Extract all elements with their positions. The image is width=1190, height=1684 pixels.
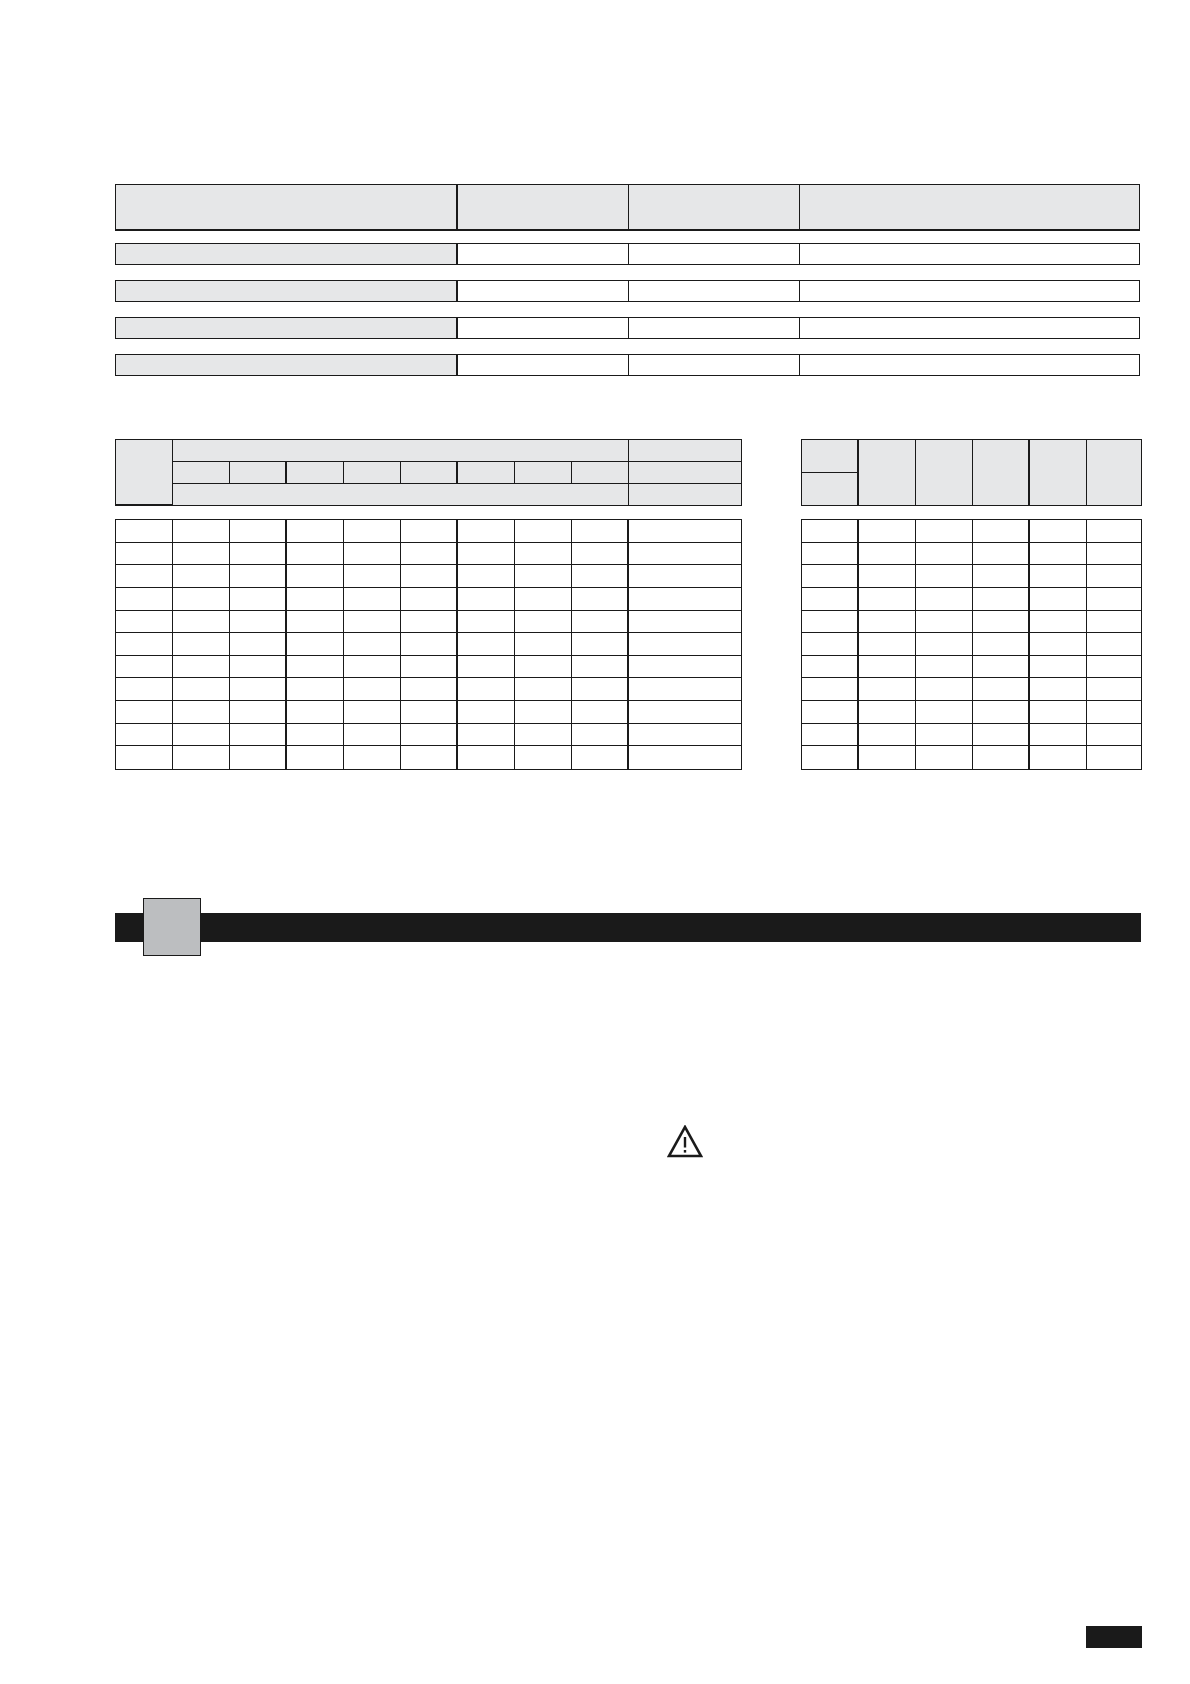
table-cell — [230, 678, 287, 701]
header-cell — [515, 462, 572, 484]
table-cell — [401, 611, 458, 634]
table-cell — [230, 701, 287, 724]
table-cell — [344, 543, 401, 566]
table-cell — [344, 724, 401, 747]
spec-table-header — [115, 184, 1140, 231]
table-cell — [629, 656, 741, 679]
table-cell — [916, 611, 973, 634]
table-cell — [572, 701, 629, 724]
spec-row-label — [116, 318, 458, 338]
table-cell — [1087, 543, 1141, 566]
table-cell — [401, 746, 458, 769]
table-cell — [344, 701, 401, 724]
table-cell — [344, 588, 401, 611]
table-cell — [401, 724, 458, 747]
table-cell — [973, 656, 1030, 679]
table-cell — [859, 678, 916, 701]
header-cell — [629, 440, 741, 462]
table-cell — [458, 565, 515, 588]
table-cell — [287, 701, 344, 724]
header-cell — [173, 484, 629, 505]
table-cell — [629, 678, 741, 701]
spec-header-cell — [800, 185, 1139, 229]
spec-header-cell — [458, 185, 629, 229]
table-cell — [515, 543, 572, 566]
table-cell — [1087, 633, 1141, 656]
warning-triangle-icon — [667, 1125, 703, 1158]
header-cell — [572, 462, 629, 484]
table-cell — [173, 701, 230, 724]
table-cell — [802, 678, 859, 701]
table-cell — [1030, 520, 1087, 543]
spec-table-row — [115, 243, 1140, 265]
table-cell — [344, 678, 401, 701]
table-cell — [1087, 611, 1141, 634]
table-cell — [458, 588, 515, 611]
spec-table-row — [115, 280, 1140, 302]
table-cell — [1030, 656, 1087, 679]
table-cell — [916, 565, 973, 588]
table-cell — [173, 656, 230, 679]
header-cell — [802, 440, 859, 473]
header-cell — [116, 440, 173, 505]
table-cell — [629, 633, 741, 656]
spec-header-cell — [629, 185, 800, 229]
table-cell — [916, 543, 973, 566]
table-cell — [287, 724, 344, 747]
table-cell — [344, 633, 401, 656]
table-cell — [287, 543, 344, 566]
table-cell — [629, 588, 741, 611]
table-cell — [458, 633, 515, 656]
header-cell — [173, 440, 629, 462]
table-cell — [859, 656, 916, 679]
table-cell — [173, 611, 230, 634]
table-cell — [1087, 520, 1141, 543]
table-cell — [802, 746, 859, 769]
table-cell — [572, 520, 629, 543]
header-cell — [287, 462, 344, 484]
table-cell — [859, 633, 916, 656]
table-cell — [230, 656, 287, 679]
table-cell — [116, 633, 173, 656]
table-cell — [401, 565, 458, 588]
table-cell — [1030, 588, 1087, 611]
table-cell — [916, 678, 973, 701]
spec-row-label — [116, 281, 458, 301]
header-cell — [230, 462, 287, 484]
table-cell — [1087, 724, 1141, 747]
spec-row-value — [458, 244, 629, 264]
spec-row-value — [629, 244, 800, 264]
table-cell — [458, 520, 515, 543]
table-cell — [230, 611, 287, 634]
table-cell — [458, 724, 515, 747]
spec-table-row — [115, 317, 1140, 339]
table-cell — [973, 724, 1030, 747]
spec-header-cell — [116, 185, 458, 229]
header-cell — [1087, 440, 1141, 505]
table-cell — [973, 611, 1030, 634]
table-cell — [173, 588, 230, 611]
table-cell — [287, 520, 344, 543]
left-grid-body — [115, 519, 742, 770]
spec-row-value — [800, 281, 1139, 301]
table-cell — [859, 565, 916, 588]
table-cell — [344, 520, 401, 543]
right-grid-header — [801, 439, 1142, 506]
table-cell — [116, 701, 173, 724]
table-cell — [1030, 724, 1087, 747]
header-cell — [629, 462, 741, 484]
table-cell — [1030, 633, 1087, 656]
table-cell — [1087, 678, 1141, 701]
table-cell — [802, 543, 859, 566]
table-cell — [173, 724, 230, 747]
table-cell — [572, 565, 629, 588]
spec-row-value — [800, 318, 1139, 338]
table-cell — [859, 543, 916, 566]
table-cell — [802, 611, 859, 634]
table-cell — [1087, 656, 1141, 679]
table-cell — [916, 701, 973, 724]
header-cell — [859, 440, 916, 505]
header-cell — [173, 462, 230, 484]
header-cell — [1030, 440, 1087, 505]
table-cell — [629, 724, 741, 747]
table-cell — [116, 656, 173, 679]
table-cell — [401, 520, 458, 543]
table-cell — [629, 611, 741, 634]
table-cell — [230, 565, 287, 588]
table-cell — [116, 746, 173, 769]
spec-row-value — [800, 355, 1139, 375]
table-cell — [572, 746, 629, 769]
table-cell — [859, 520, 916, 543]
table-cell — [1030, 746, 1087, 769]
table-cell — [916, 746, 973, 769]
table-cell — [287, 633, 344, 656]
table-cell — [1030, 543, 1087, 566]
table-cell — [916, 656, 973, 679]
table-cell — [1030, 701, 1087, 724]
spec-row-label — [116, 244, 458, 264]
header-cell — [344, 462, 401, 484]
table-cell — [629, 701, 741, 724]
table-cell — [116, 678, 173, 701]
table-cell — [173, 543, 230, 566]
table-cell — [916, 633, 973, 656]
table-cell — [344, 656, 401, 679]
page-number-tab — [1086, 1626, 1142, 1648]
table-cell — [802, 724, 859, 747]
section-number-tab — [143, 898, 201, 956]
table-cell — [916, 520, 973, 543]
table-cell — [973, 633, 1030, 656]
table-cell — [572, 724, 629, 747]
table-cell — [859, 724, 916, 747]
table-cell — [116, 588, 173, 611]
table-cell — [629, 520, 741, 543]
table-cell — [458, 656, 515, 679]
table-cell — [344, 565, 401, 588]
table-cell — [1087, 565, 1141, 588]
table-cell — [458, 701, 515, 724]
table-cell — [173, 678, 230, 701]
table-cell — [458, 611, 515, 634]
table-cell — [287, 611, 344, 634]
header-cell — [916, 440, 973, 505]
table-cell — [116, 611, 173, 634]
spec-table-row — [115, 354, 1140, 376]
table-cell — [515, 746, 572, 769]
spec-row-value — [458, 318, 629, 338]
table-cell — [515, 565, 572, 588]
table-cell — [572, 656, 629, 679]
table-cell — [515, 520, 572, 543]
table-cell — [973, 565, 1030, 588]
table-cell — [629, 746, 741, 769]
table-cell — [116, 543, 173, 566]
header-cell — [629, 484, 741, 505]
table-cell — [802, 633, 859, 656]
table-cell — [173, 746, 230, 769]
spec-row-label — [116, 355, 458, 375]
table-cell — [859, 588, 916, 611]
table-cell — [230, 746, 287, 769]
table-cell — [973, 701, 1030, 724]
table-cell — [859, 701, 916, 724]
table-cell — [287, 565, 344, 588]
table-cell — [287, 678, 344, 701]
table-cell — [401, 701, 458, 724]
table-cell — [572, 633, 629, 656]
table-cell — [973, 543, 1030, 566]
table-cell — [973, 588, 1030, 611]
table-cell — [802, 701, 859, 724]
table-cell — [344, 611, 401, 634]
table-cell — [629, 543, 741, 566]
table-cell — [572, 543, 629, 566]
table-cell — [916, 588, 973, 611]
table-cell — [859, 746, 916, 769]
table-cell — [173, 633, 230, 656]
section-header-bar — [115, 913, 1141, 942]
table-cell — [230, 520, 287, 543]
table-cell — [230, 633, 287, 656]
table-cell — [515, 656, 572, 679]
table-cell — [572, 611, 629, 634]
spec-row-value — [800, 244, 1139, 264]
table-cell — [287, 656, 344, 679]
table-cell — [116, 724, 173, 747]
table-cell — [572, 678, 629, 701]
table-cell — [973, 678, 1030, 701]
right-grid-body — [801, 519, 1142, 770]
table-cell — [802, 656, 859, 679]
table-cell — [173, 520, 230, 543]
table-cell — [116, 520, 173, 543]
table-cell — [859, 611, 916, 634]
table-cell — [344, 746, 401, 769]
table-cell — [287, 588, 344, 611]
table-cell — [401, 633, 458, 656]
table-cell — [515, 724, 572, 747]
table-cell — [515, 633, 572, 656]
spec-row-value — [458, 281, 629, 301]
spec-row-value — [629, 318, 800, 338]
table-cell — [401, 543, 458, 566]
table-cell — [230, 543, 287, 566]
header-cell — [973, 440, 1030, 505]
table-cell — [916, 724, 973, 747]
header-cell — [401, 462, 458, 484]
spec-row-value — [458, 355, 629, 375]
spec-row-value — [629, 355, 800, 375]
spec-row-value — [629, 281, 800, 301]
table-cell — [802, 565, 859, 588]
table-cell — [1030, 611, 1087, 634]
table-cell — [230, 588, 287, 611]
table-cell — [1030, 678, 1087, 701]
table-cell — [230, 724, 287, 747]
table-cell — [173, 565, 230, 588]
table-cell — [572, 588, 629, 611]
table-cell — [1030, 565, 1087, 588]
table-cell — [629, 565, 741, 588]
table-cell — [515, 611, 572, 634]
table-cell — [116, 565, 173, 588]
left-grid-header — [115, 439, 742, 506]
table-cell — [401, 588, 458, 611]
table-cell — [401, 656, 458, 679]
table-cell — [401, 678, 458, 701]
header-cell — [458, 462, 515, 484]
table-cell — [1087, 701, 1141, 724]
table-cell — [458, 678, 515, 701]
table-cell — [802, 520, 859, 543]
table-cell — [973, 746, 1030, 769]
header-cell — [802, 473, 859, 506]
table-cell — [515, 701, 572, 724]
table-cell — [802, 588, 859, 611]
table-cell — [515, 588, 572, 611]
table-cell — [1087, 588, 1141, 611]
table-cell — [1087, 746, 1141, 769]
table-cell — [458, 746, 515, 769]
table-cell — [458, 543, 515, 566]
table-cell — [515, 678, 572, 701]
table-cell — [973, 520, 1030, 543]
table-cell — [287, 746, 344, 769]
